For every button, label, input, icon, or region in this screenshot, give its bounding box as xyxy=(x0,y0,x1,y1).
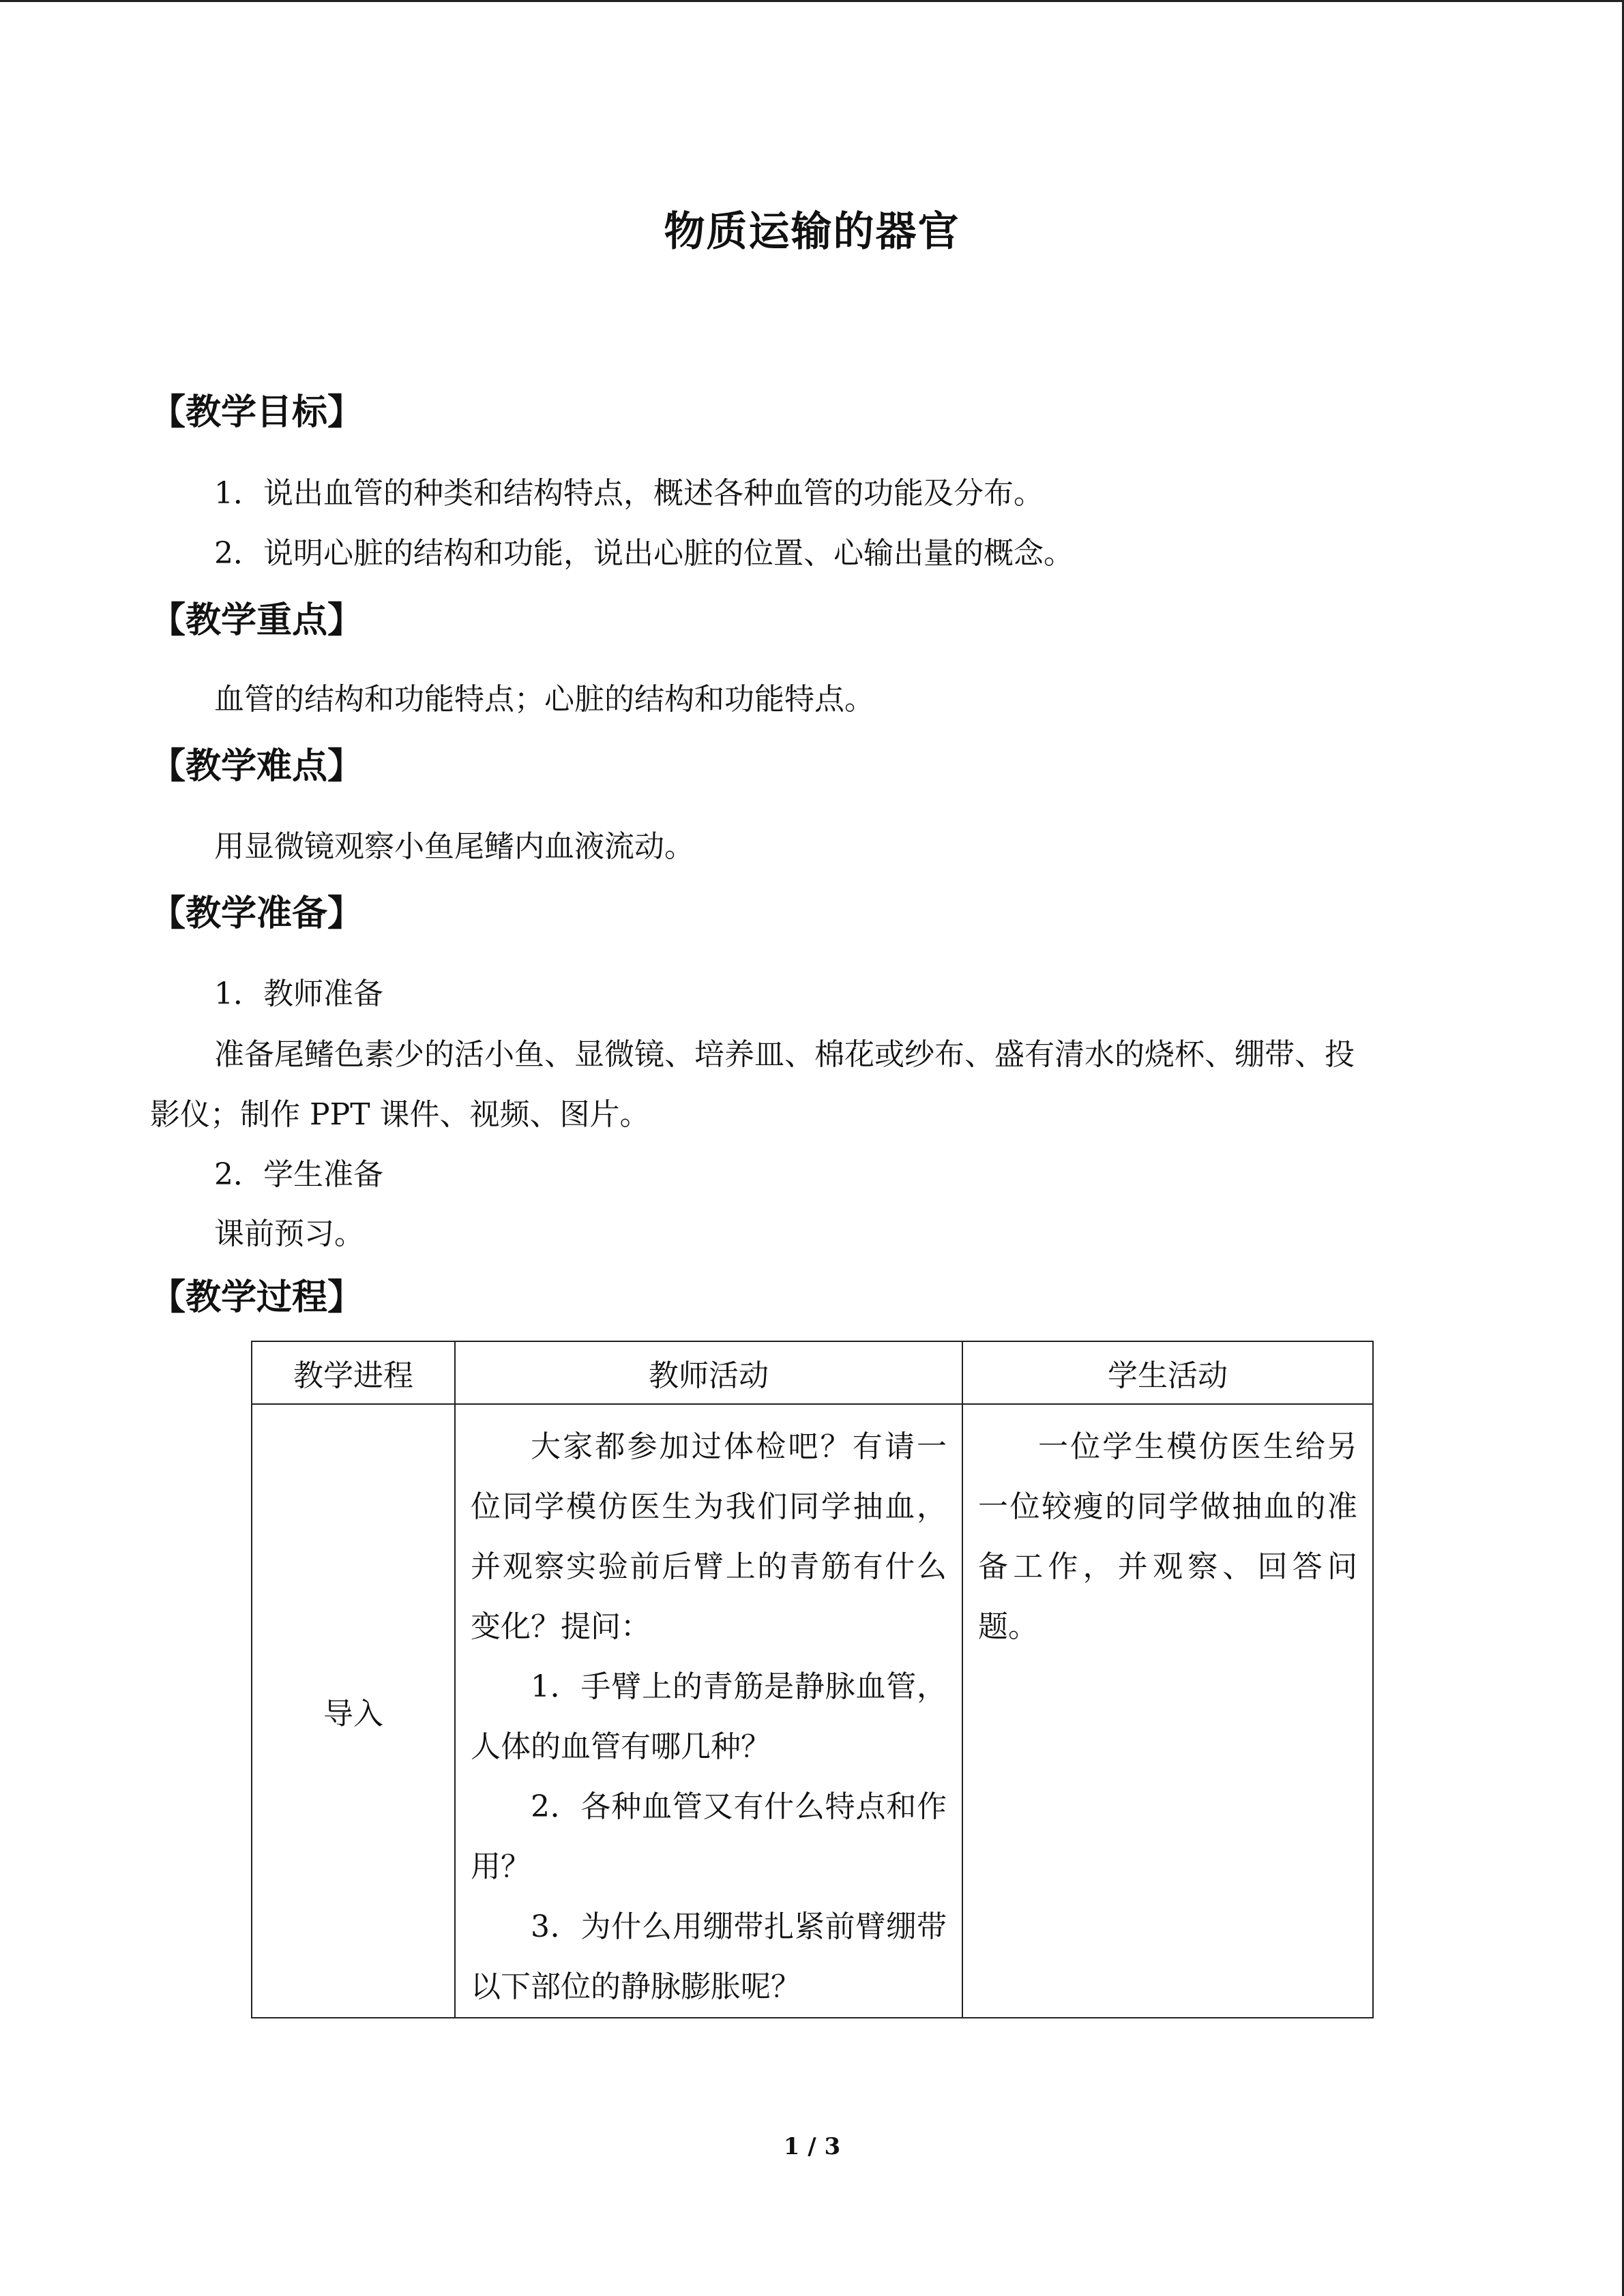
process-table xyxy=(251,1341,1374,2018)
goal-item-2: 2．说明心脏的结构和功能，说出心脏的位置、心输出量的概念。 xyxy=(214,536,1074,571)
page-indicator: 1 / 3 xyxy=(783,2133,841,2160)
student-activity-paragraph: 一位学生模仿医生给另一位较瘦的同学做抽血的准备工作，并观察、回答问题。 xyxy=(978,1429,1357,1644)
process-table-header-row xyxy=(252,1341,1373,1404)
header-student-activity: 学生活动 xyxy=(962,1341,1373,1404)
section-heading-process: 【教学过程】 xyxy=(150,1277,364,1318)
difficulties-text: 用显微镜观察小鱼尾鳍内血液流动。 xyxy=(214,829,694,864)
goal-item-1: 1．说出血管的种类和结构特点，概述各种血管的功能及分布。 xyxy=(214,476,1044,511)
teacher-prep-text-line2: 影仪；制作 PPT 课件、视频、图片。 xyxy=(150,1097,650,1132)
student-prep-label: 2．学生准备 xyxy=(214,1157,383,1192)
student-activity-cell xyxy=(962,1404,1373,2018)
teacher-activity-cell xyxy=(455,1404,962,2018)
section-heading-key-points: 【教学重点】 xyxy=(150,599,364,641)
teacher-activity-question-3: 3．为什么用绷带扎紧前臂绷带以下部位的静脉膨胀呢？ xyxy=(471,1909,947,2004)
document-title: 物质运输的器官 xyxy=(664,208,960,256)
section-heading-preparation: 【教学准备】 xyxy=(150,893,364,934)
teacher-activity-paragraph: 大家都参加过体检吧？有请一位同学模仿医生为我们同学抽血，并观察实验前后臂上的青筋有什么变化？提问： xyxy=(471,1429,947,1644)
header-stage: 教学进程 xyxy=(252,1341,455,1404)
stage-cell: 导入 xyxy=(252,1404,455,2018)
page-border-top xyxy=(0,0,1624,2)
header-teacher-activity: 教师活动 xyxy=(455,1341,962,1404)
teacher-prep-text-line1: 准备尾鳍色素少的活小鱼、显微镜、培养皿、棉花或纱布、盛有清水的烧杯、绷带、投 xyxy=(214,1037,1355,1072)
teacher-activity-question-1: 1．手臂上的青筋是静脉血管，人体的血管有哪几种？ xyxy=(471,1669,947,1764)
student-prep-text: 课前预习。 xyxy=(214,1217,364,1251)
key-points-text: 血管的结构和功能特点；心脏的结构和功能特点。 xyxy=(214,682,874,717)
teacher-activity-question-2: 2．各种血管又有什么特点和作用？ xyxy=(471,1789,947,1884)
section-heading-goals: 【教学目标】 xyxy=(150,391,364,433)
table-row xyxy=(252,1404,1373,2018)
section-heading-difficulties: 【教学难点】 xyxy=(150,745,364,787)
teacher-prep-label: 1．教师准备 xyxy=(214,976,383,1011)
